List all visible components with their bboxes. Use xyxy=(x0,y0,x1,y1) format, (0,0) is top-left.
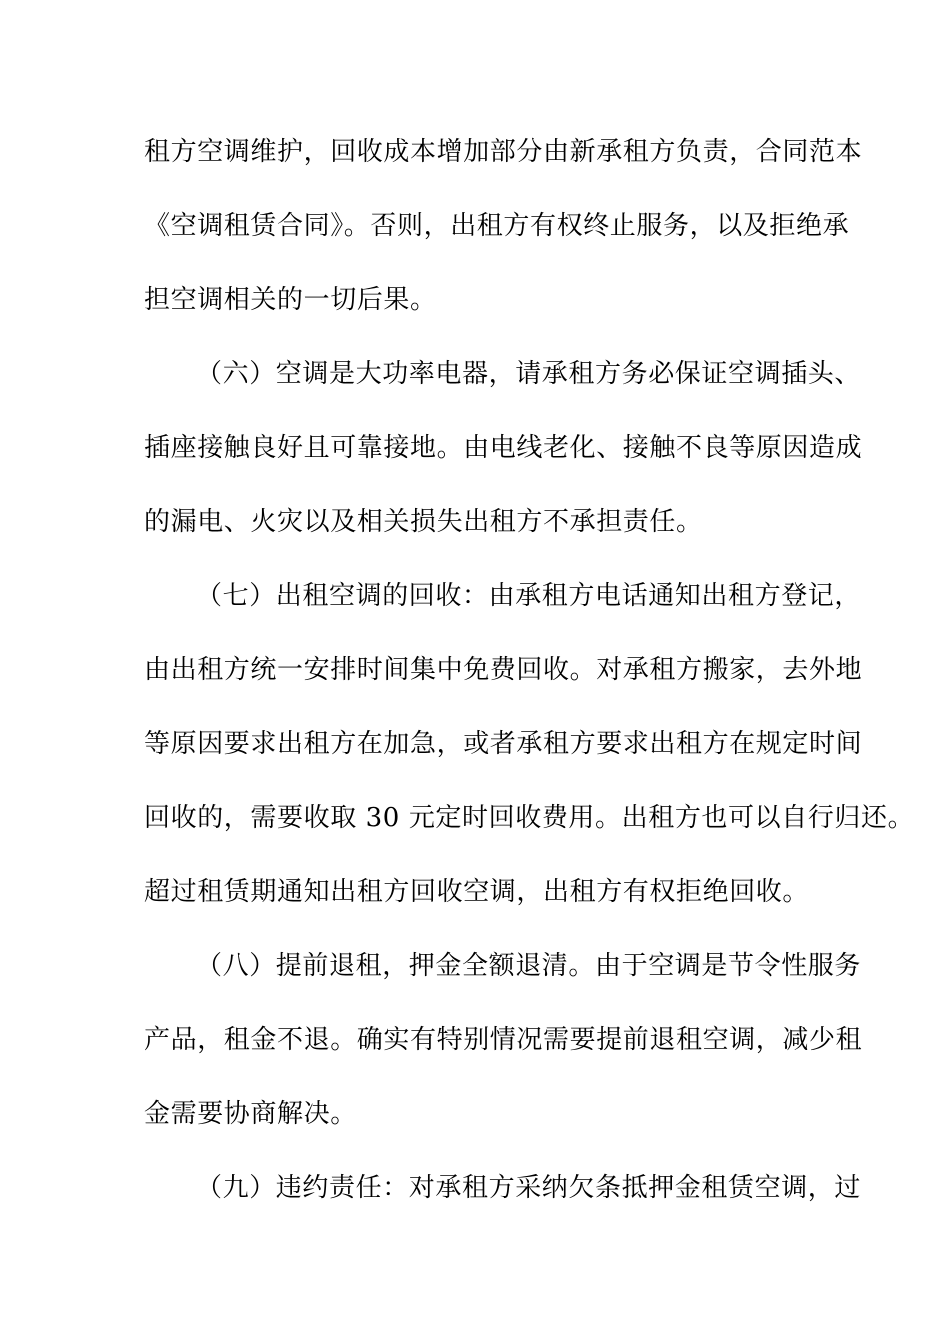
clause-8-heading-line: （八）提前退租，押金全额退清。由于空调是节令性服务 xyxy=(196,951,862,981)
clause-6-heading-line: （六）空调是大功率电器，请承租方务必保证空调插头、 xyxy=(196,359,862,389)
paragraph-line: 租方空调维护，回收成本增加部分由新承租方负责，合同范本 xyxy=(144,137,863,167)
paragraph-line: 由出租方统一安排时间集中免费回收。对承租方搬家，去外地 xyxy=(144,655,863,685)
paragraph-line: 《空调租赁合同》。否则，出租方有权终止服务，以及拒绝承 xyxy=(144,211,850,241)
paragraph-line: 金需要协商解决。 xyxy=(144,1099,357,1129)
paragraph-line: 产品，租金不退。确实有特别情况需要提前退租空调，减少租 xyxy=(144,1025,863,1055)
clause-7-heading-line: （七）出租空调的回收：由承租方电话通知出租方登记， xyxy=(196,581,862,611)
paragraph-line: 回收的，需要收取 30 元定时回收费用。出租方也可以自行归还。 xyxy=(144,803,915,833)
paragraph-line: 等原因要求出租方在加急，或者承租方要求出租方在规定时间 xyxy=(144,729,863,759)
paragraph-line: 担空调相关的一切后果。 xyxy=(144,285,437,315)
paragraph-line: 超过租赁期通知出租方回收空调，出租方有权拒绝回收。 xyxy=(144,877,810,907)
paragraph-line: 插座接触良好且可靠接地。由电线老化、接触不良等原因造成 xyxy=(144,433,863,463)
clause-9-heading-line: （九）违约责任：对承租方采纳欠条抵押金租赁空调，过 xyxy=(196,1173,862,1203)
paragraph-line: 的漏电、火灾以及相关损失出租方不承担责任。 xyxy=(144,507,703,537)
